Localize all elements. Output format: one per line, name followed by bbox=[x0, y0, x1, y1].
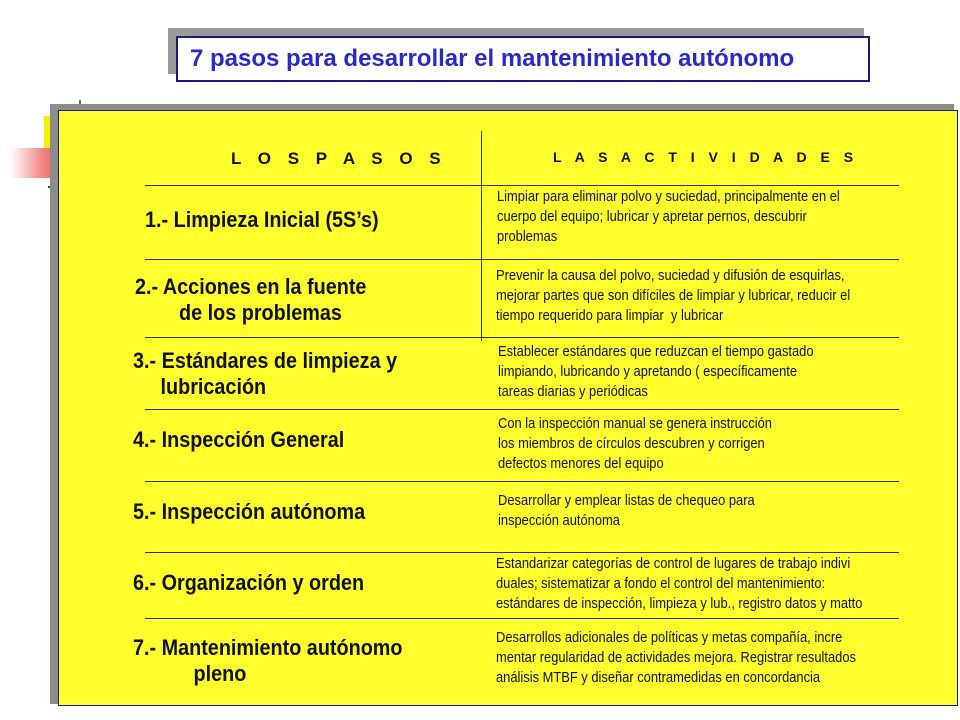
step-1-label: 1.- Limpieza Inicial (5S’s) bbox=[145, 207, 379, 232]
row-divider bbox=[145, 337, 899, 338]
header-pasos: L O S P A S O S bbox=[231, 149, 447, 168]
step-2-label: 2.- Acciones en la fuente de los problemas bbox=[135, 274, 367, 325]
step-3-activity: Establecer estándares que reduzcan el tiempo gastado limpiando, lubricando y apretando ( específicamente tareas diarias y periódicas bbox=[498, 343, 814, 400]
step-4-activity: Con la inspección manual se genera instrucción los miembros de círculos descubren y corrigen defectos menores del equipo bbox=[498, 415, 772, 472]
row-divider bbox=[145, 409, 899, 410]
page-title: 7 pasos para desarrollar el mantenimiento autónomo bbox=[190, 45, 795, 72]
row-divider bbox=[145, 481, 899, 482]
row-divider bbox=[145, 185, 899, 186]
step-1-activity: Limpiar para eliminar polvo y suciedad, principalmente en el cuerpo del equipo; lubricar y apretar pernos, descubrir problemas bbox=[497, 188, 840, 245]
step-6-activity: Estandarizar categorías de control de lugares de trabajo indivi duales; sistematizar a fondo el control del mantenimiento: estándares de inspección, limpieza y lub., registro datos y matto bbox=[496, 555, 863, 612]
column-divider bbox=[481, 131, 482, 341]
step-3-label: 3.- Estándares de limpieza y lubricación bbox=[133, 348, 398, 399]
step-2-activity: Prevenir la causa del polvo, suciedad y difusión de esquirlas, mejorar partes que son difíciles de limpiar y lubricar, reducir el tiempo requerido para limpiar y lubricar bbox=[496, 267, 851, 324]
row-divider bbox=[145, 618, 899, 619]
row-divider bbox=[145, 552, 899, 553]
row-divider bbox=[145, 259, 899, 260]
step-5-label: 5.- Inspección autónoma bbox=[133, 499, 366, 524]
step-7-activity: Desarrollos adicionales de políticas y metas compañía, incre mentar regularidad de actividades mejora. Registrar resultados análisis MTBF y diseñar contramedidas en concordancia bbox=[496, 629, 856, 686]
step-5-activity: Desarrollar y emplear listas de chequeo para inspección autónoma bbox=[498, 492, 755, 529]
step-7-label: 7.- Mantenimiento autónomo pleno bbox=[133, 635, 403, 686]
steps-panel bbox=[58, 110, 958, 706]
step-6-label: 6.- Organización y orden bbox=[133, 570, 365, 595]
step-4-label: 4.- Inspección General bbox=[133, 427, 345, 452]
header-actividades: L A S A C T I V I D A D E S bbox=[553, 149, 859, 165]
title-box bbox=[176, 36, 870, 82]
